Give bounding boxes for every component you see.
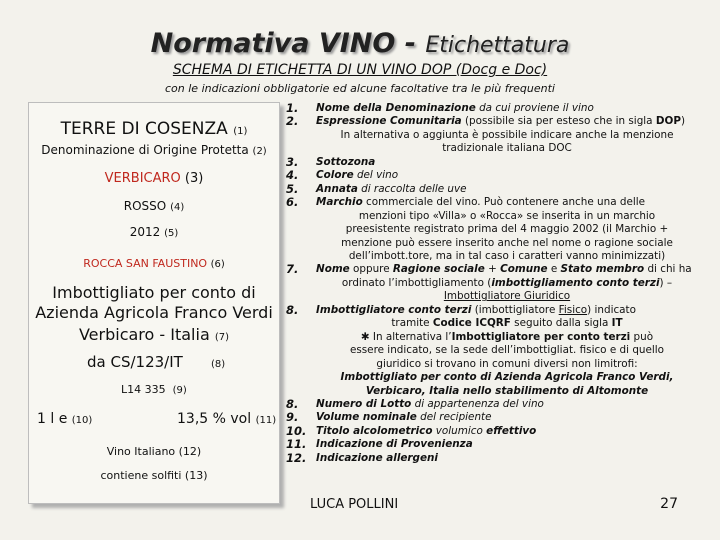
list-item: 3. Sottozona	[286, 154, 376, 169]
label-bottler-line3: Verbicaro - Italia (7)	[78, 325, 230, 344]
list-item: 4. Colore del vino	[286, 168, 399, 183]
label-denomination: TERRE DI COSENZA (1)	[60, 119, 248, 139]
label-dop: Denominazione di Origine Protetta (2)	[41, 143, 267, 157]
legend-list: 1. Nome della Denominazione da cui proviene il vino 2. Espressione Comunitaria (possibile sia per esteso che in sigla DOP) In alternativa o aggiunta è possibile indicare anche la menzione tradizionale italiana DOC 3. Sottozona 4. Colore del vino 5. Annata di raccolta delle uve 6. Marchio commerciale del vino. Può contenere anche una delle menzioni tipo «Villa» o «Rocca» se inserita in un marchio preesistente registrato prima del 4 maggio 2002 (il Marchio + menzione può essere inserito anche nel nome o ragione sociale dell’imbott.tore, ma in tal caso i caratteri vanno minimizzati) 7. Nome oppure Ragione sociale + Comune e Stato membro di chi ha ordinato l’imbottigliamento (imbottigliamento conto terzi) – Imbottigliatore Giuridico 8. Imbottigliatore conto terzi (imbottigliatore Fisico) indicato tramite Codice ICQRF seguito dalla sigla IT ✱ In alternativa l’Imbottigliatore per conto terzi può essere indicato, se la sede dell’imbottigliat. fisico e di quello giuridico si trovano in comuni diversi non limitrofi: Imbottigliato per conto di Azienda Agricola Franco Verdi, Verbicaro, Italia nello stabilimento di Altomonte 8. Numero di Lotto di appartenenza del vino 9. Volume nominale del recipiente 10. Titolo alcolometrico volumico effettivo 11. Indicazione di Provenienza 12. Indicazione allergeni	[286, 102, 698, 465]
label-alcohol: 13,5 % vol (11)	[177, 411, 277, 427]
label-vintage: 2012 (5)	[129, 225, 179, 239]
label-bottler-code-number: (8)	[211, 359, 226, 370]
list-item: 9. Volume nominale del recipiente	[286, 410, 492, 425]
list-item: 7. Nome oppure Ragione sociale + Comune e Stato membro di chi ha	[286, 262, 692, 277]
list-item: 1. Nome della Denominazione da cui proviene il vino	[286, 101, 594, 115]
label-bottler-line2: Azienda Agricola Franco Verdi	[35, 303, 273, 322]
label-brand: ROCCA SAN FAUSTINO (6)	[83, 257, 225, 270]
list-item: 2. Espressione Comunitaria (possibile sia per esteso che in sigla DOP)	[286, 114, 685, 129]
wine-label	[28, 102, 280, 504]
list-item: 12. Indicazione allergeni	[286, 450, 438, 465]
label-allergens: contiene solfiti (13)	[100, 469, 208, 482]
label-colour: ROSSO (4)	[123, 199, 185, 213]
label-volume: 1 l e (10)	[37, 411, 93, 427]
list-item: 6. Marchio commerciale del vino. Può contenere anche una delle	[286, 195, 646, 210]
label-subzone: VERBICARO (3)	[104, 171, 204, 186]
list-item: 8. Imbottigliatore conto terzi (imbottigliatore Fisico) indicato	[286, 302, 636, 317]
footer-author: LUCA POLLINI	[310, 497, 399, 512]
page-number: 27	[660, 496, 678, 512]
label-origin: Vino Italiano (12)	[106, 445, 202, 458]
list-item: 8. Numero di Lotto di appartenenza del vino	[286, 396, 544, 411]
list-item: 11. Indicazione di Provenienza	[286, 437, 473, 452]
list-item: 10. Titolo alcolometrico volumico effettivo	[286, 423, 537, 438]
subtitle: SCHEMA DI ETICHETTA DI UN VINO DOP (Docg e Doc)	[172, 62, 548, 78]
label-bottler-code: da CS/123/IT	[87, 353, 183, 371]
list-item: 5. Annata di raccolta delle uve	[286, 181, 467, 196]
label-bottler-line1: Imbottigliato per conto di	[52, 283, 256, 302]
page-title: Normativa VINO - Etichettatura	[150, 28, 570, 59]
label-lot: L14 335 (9)	[121, 383, 187, 396]
subtitle-note: con le indicazioni obbligatorie ed alcune facoltative tra le più frequenti	[165, 82, 555, 95]
